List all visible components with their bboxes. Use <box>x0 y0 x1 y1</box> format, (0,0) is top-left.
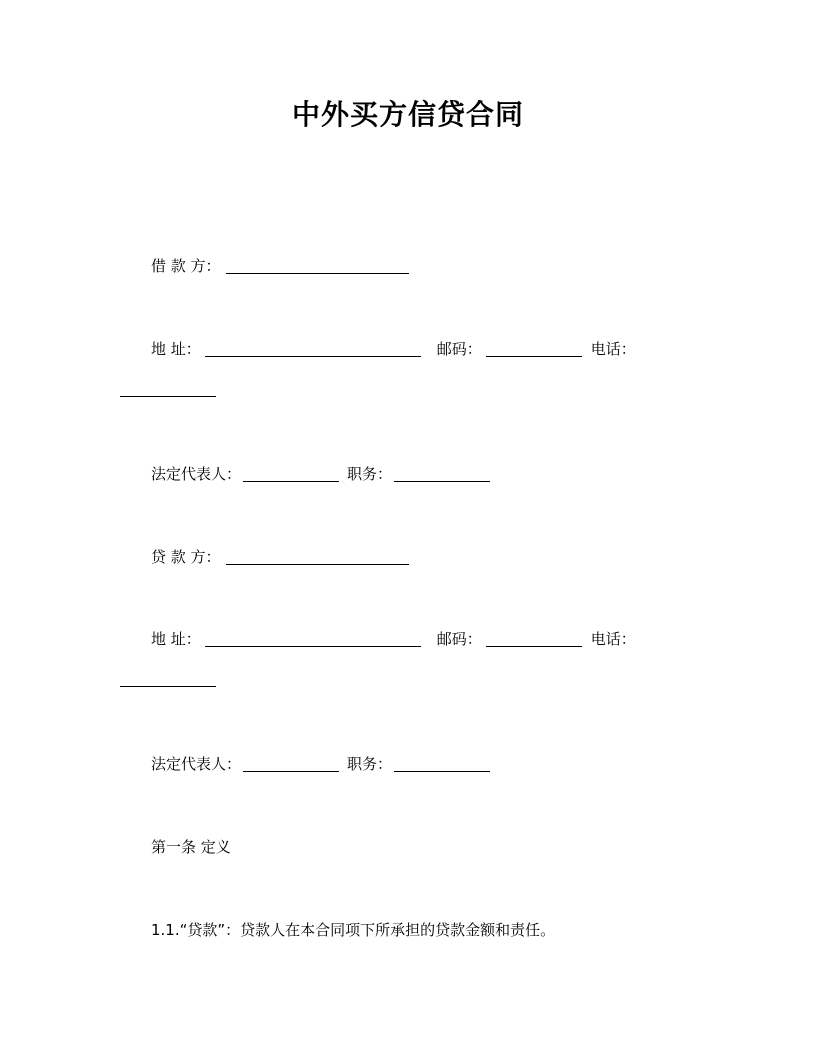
borrower-postcode-blank[interactable] <box>486 341 582 357</box>
clause-1-1-text: 1.1.“贷款”：贷款人在本合同项下所承担的贷款金额和责任。 <box>151 921 556 939</box>
clause-1-1 <box>151 920 555 940</box>
lender-legal-rep-blank[interactable] <box>243 756 339 772</box>
lender-phone-line <box>120 671 216 689</box>
borrower-rep-line <box>151 464 490 484</box>
borrower-legal-rep-blank[interactable] <box>243 466 339 482</box>
lender-phone-blank[interactable] <box>120 671 216 687</box>
document-title: 中外买方信贷合同 <box>291 98 524 131</box>
lender-address-label: 地 址： <box>151 630 201 648</box>
borrower-phone-blank[interactable] <box>120 381 216 397</box>
borrower-phone-label: 电话： <box>590 340 636 358</box>
borrower-address-label: 地 址： <box>151 340 201 358</box>
lender-postcode-blank[interactable] <box>486 631 582 647</box>
borrower-address-line <box>151 339 636 359</box>
lender-label: 贷 款 方： <box>151 548 221 566</box>
borrower-position-blank[interactable] <box>394 466 490 482</box>
borrower-line <box>151 256 409 276</box>
borrower-phone-line <box>120 381 216 399</box>
lender-name-blank[interactable] <box>226 549 409 565</box>
article-1-heading <box>151 837 231 857</box>
borrower-postcode-label: 邮码： <box>436 340 482 358</box>
borrower-legal-rep-label: 法定代表人： <box>151 465 242 483</box>
article-1-heading-text: 第一条 定义 <box>151 838 231 856</box>
lender-position-blank[interactable] <box>394 756 490 772</box>
borrower-position-label: 职务： <box>347 465 393 483</box>
lender-rep-line <box>151 754 490 774</box>
borrower-name-blank[interactable] <box>226 258 409 274</box>
lender-address-blank[interactable] <box>205 631 421 647</box>
borrower-address-blank[interactable] <box>205 341 421 357</box>
lender-postcode-label: 邮码： <box>436 630 482 648</box>
lender-legal-rep-label: 法定代表人： <box>151 755 242 773</box>
borrower-label: 借 款 方： <box>151 257 221 275</box>
lender-position-label: 职务： <box>347 755 393 773</box>
lender-line <box>151 547 409 567</box>
lender-address-line <box>151 629 636 649</box>
lender-phone-label: 电话： <box>590 630 636 648</box>
